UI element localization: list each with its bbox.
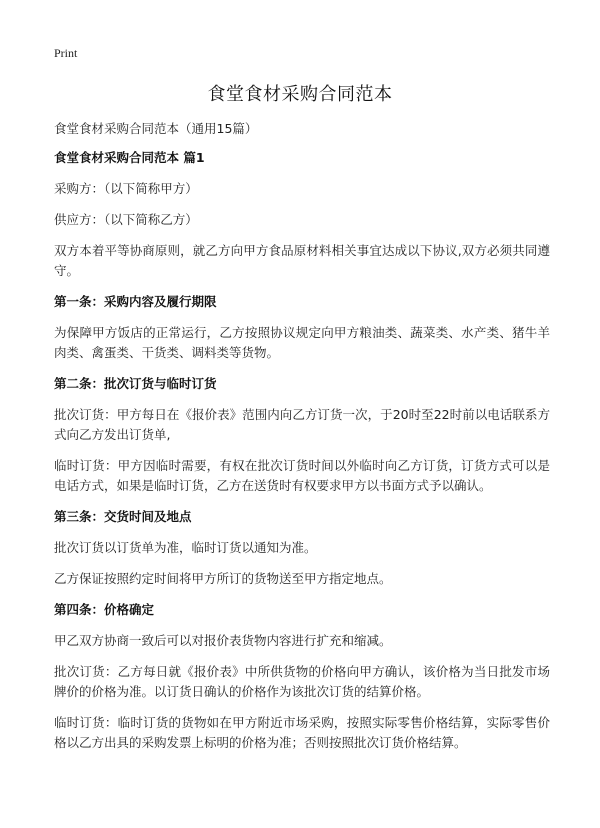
article-1-paragraph-1: 为保障甲方饭店的正常运行，乙方按照协议规定向甲方粮油类、蔬菜类、水产类、猪牛羊肉类、禽蛋类、干货类、调料类等货物。 (54, 325, 550, 360)
article-4-paragraph-3: 临时订货：临时订货的货物如在甲方附近市场采购，按照实际零售价格结算，实际零售价格以乙方出具的采购发票上标明的价格为准；否则按照批次订货价格结算。 (54, 715, 550, 750)
party-b-line: 供应方：（以下简称乙方） (54, 212, 198, 227)
intro-paragraph: 双方本着平等协商原则，就乙方向甲方食品原材料相关事宜达成以下协议,双方必须共同遵守。 (54, 243, 550, 278)
party-a-line: 采购方：（以下简称甲方） (54, 181, 198, 196)
page-title: 食堂食材采购合同范本 (207, 84, 393, 105)
article-3-paragraph-2: 乙方保证按照约定时间将甲方所订的货物送至甲方指定地点。 (54, 571, 392, 586)
article-4-paragraph-1: 甲乙双方协商一致后可以对报价表货物内容进行扩充和缩减。 (54, 633, 392, 648)
document-body (54, 119, 550, 764)
article-2-paragraph-1: 批次订货：甲方每日在《报价表》范围内向乙方订货一次，于20时至22时前以电话联系方式向乙方发出订货单, (54, 407, 550, 442)
article-1-heading: 第一条：采购内容及履行期限 (54, 294, 217, 309)
article-3-heading: 第三条：交货时间及地点 (54, 509, 192, 524)
article-2-heading: 第二条：批次订货与临时订货 (54, 376, 217, 391)
article-4-paragraph-2: 批次订货：乙方每日就《报价表》中所供货物的价格向甲方确认，该价格为当日批发市场牌价的价格为准。以订货日确认的价格作为该批次订货的结算价格。 (54, 664, 550, 699)
section-heading: 食堂食材采购合同范本 篇1 (54, 150, 205, 165)
article-3-paragraph-1: 批次订货以订货单为准，临时订货以通知为准。 (54, 540, 317, 555)
article-4-heading: 第四条：价格确定 (54, 602, 155, 617)
document-subtitle: 食堂食材采购合同范本（通用15篇） (54, 121, 258, 136)
article-2-paragraph-2: 临时订货：甲方因临时需要，有权在批次订货时间以外临时向乙方订货，订货方式可以是电话方式，如果是临时订货，乙方在送货时有权要求甲方以书面方式予以确认。 (54, 458, 550, 493)
print-link[interactable]: Print (54, 46, 78, 60)
